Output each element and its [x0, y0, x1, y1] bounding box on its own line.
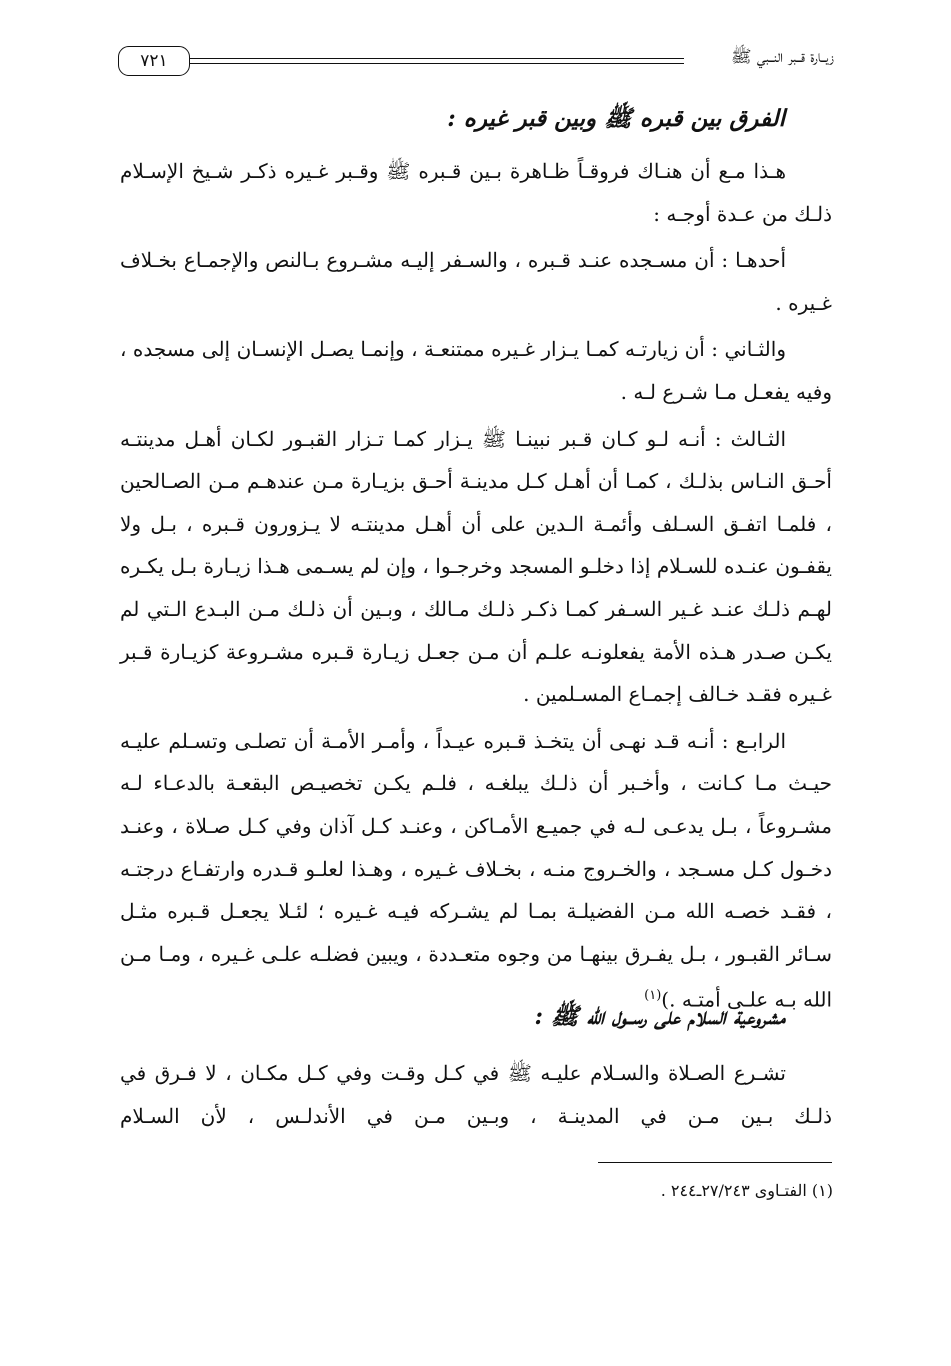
paragraph-intro: هـذا مـع أن هنـاك فروقـاً ظـاهرة بـين قـبره ﷺ وقـبر غـيره ذكـر شـيخ الإسـلام ذلـك من عـدة أوجـه :: [120, 159, 832, 226]
footnote-rule: [598, 1162, 832, 1163]
paragraph-fourth-text: الرابـع : أنـه قـد نهـى أن يتخـذ قـبره عيـداً ، وأمـر الأمـة أن تصلـى وتسـلم عليـه حيـث مـا كـانت ، وأخـبر أن ذلـك يبلغـه ، فلـم يكـن تخصيـص البقعـة بالدعـاء لـه مشـروعاً ، بـل يدعـى لـه في جميـع الأمـاكن ، وعنـد كـل آذان وفي كـل صـلاة ، وعنـد دخـول كـل مسـجد ، والخـروج منـه ، بخـلاف غـيره ، وهـذا لعلـو قـدره وارتفـاع درجتـه ، فقـد خصـه الله مـن الفضيلـة بمـا لم يشـركه فيـه غـيره ؛ لئـلا يجعـل قـبره مثـل سـائر القبـور ، بـل يفـرق بينهـا من وجوه متعـددة ، ويبين فضلـه علـى غـيره ، ومـا مـن الله بـه علـى أمتـه .): [120, 728, 832, 1012]
section-body-salam: [120, 1052, 832, 1137]
footnote: (١) الفتـاوى ٢٧/٢٤٣ـ٢٤٤ .: [660, 1181, 833, 1200]
header-rule: [190, 58, 684, 59]
paragraph-fourth: [120, 720, 832, 1022]
header-rule-thin: [190, 63, 684, 64]
paragraph-salam: تشـرع الصـلاة والسـلام عليـه ﷺ في كـل وقـت وفي كـل مكـان ، لا فـرق في ذلـك بـين مـن في المدينـة ، وبـين مـن في الأندلـس ، لأن السـلام: [120, 1061, 832, 1128]
paragraph-third: الثـالث : أنـه لـو كـان قـبر نبينـا ﷺ يـزار كمـا تـزار القبـور لكـان أهـل مدينتـه أحـق النـاس بذلـك ، كمـا أن أهـل كـل مدينـة أحـق بزيـارة مـن عندهـم مـن الصـالحين ، فلمـا اتفـق السـلف وأئمـة الـدين على أن أهـل مدينتـه لا يـزورون قـبره ، بـل ولا يقفـون عنـده للسـلام إذا دخلـو المسجد وخرجـوا ، وإن لم يسـمى هـذا زيـارة بـل يكـره لهـم ذلـك عنـد غـير السـفر كمـا ذكـر ذلـك مـالك ، وبـين أن ذلـك مـن البـدع الـتي لم يكـن صـدر هـذه الأمة يفعلونـه علـم أن مـن جعـل زيـارة قـبره مشـروعة كزيـارة قـبر غـيره فقـد خـالف إجمـاع المسـلمين .: [120, 426, 832, 707]
section-body-difference: [120, 150, 832, 1022]
paragraph-second: والثـاني : أن زيارتـه كمـا يـزار غـيره ممتنعـة ، وإنمـا يصـل الإنسـان إلى مسجده ، وفيه يفعـل مـا شـرع لـه .: [120, 337, 832, 404]
page-number: ٧٢١: [118, 46, 190, 76]
paragraph-first: أحدهـا : أن مسـجده عنـد قـبره ، والسـفر إليـه مشـروع بـالنص والإجمـاع بخـلاف غـيره .: [120, 248, 832, 315]
running-title: زيــارة قــبر النــبي ﷺ: [730, 47, 834, 67]
page-header: [118, 44, 834, 84]
footnote-marker: (١): [644, 988, 662, 1004]
section-heading-difference: الفرق بين قبره ﷺ وبين قبر غيره :: [447, 105, 785, 132]
section-heading-salam: مشروعية السلام على رســول الله ﷺ :: [534, 1003, 785, 1030]
